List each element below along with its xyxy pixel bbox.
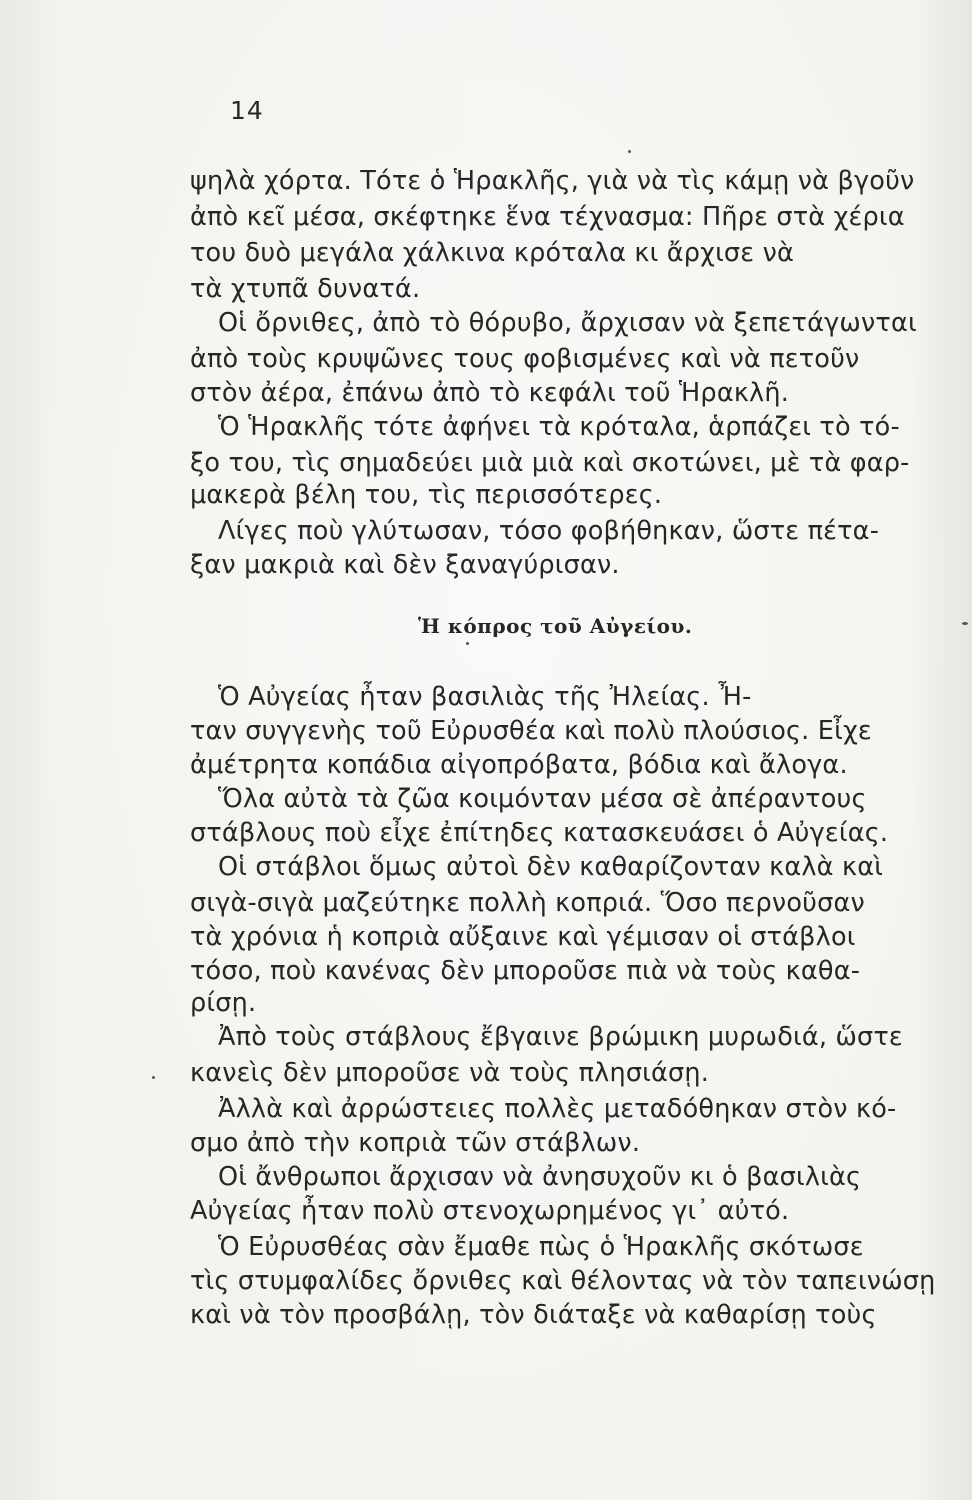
- text-line: ἀπὸ κεῖ μέσα, σκέφτηκε ἕνα τέχνασμα: Πῆρε στὰ χέρια: [190, 202, 905, 232]
- scan-speck: [152, 1076, 155, 1079]
- text-line: ξαν μακριὰ καὶ δὲν ξαναγύρισαν.: [190, 550, 620, 580]
- scan-speck: [466, 642, 469, 645]
- text-line: ρίσῃ.: [190, 988, 257, 1018]
- text-line: μακερὰ βέλη του, τὶς περισσότερες.: [190, 480, 663, 510]
- text-line: ψηλὰ χόρτα. Τότε ὁ Ἡρακλῆς, γιὰ νὰ τὶς κάμῃ νὰ βγοῦν: [190, 166, 915, 196]
- text-line: σμο ἀπὸ τὴν κοπριὰ τῶν στάβλων.: [190, 1128, 641, 1158]
- text-line: Λίγες ποὺ γλύτωσαν, τόσο φοβήθηκαν, ὥστε πέτα-: [218, 516, 880, 546]
- text-line: Ὅλα αὐτὰ τὰ ζῶα κοιμόνταν μέσα σὲ ἀπέραντους: [218, 784, 867, 814]
- text-line: ἀπὸ τοὺς κρυψῶνες τους φοβισμένες καὶ νὰ πετοῦν: [190, 344, 860, 374]
- text-line: καὶ νὰ τὸν προσβάλῃ, τὸν διάταξε νὰ καθαρίσῃ τοὺς: [190, 1300, 877, 1330]
- text-line: Ὁ Εὐρυσθέας σὰν ἔμαθε πὼς ὁ Ἡρακλῆς σκότωσε: [218, 1232, 864, 1262]
- scan-speck: [628, 150, 631, 153]
- text-line: Ἀπὸ τοὺς στάβλους ἔβγαινε βρώμικη μυρωδιά, ὥστε: [218, 1022, 903, 1052]
- text-line: τὰ χτυπᾶ δυνατά.: [190, 274, 421, 304]
- text-line: Αὐγείας ἦταν πολὺ στενοχωρημένος γι᾽ αὐτό.: [190, 1196, 790, 1226]
- text-line: Ὁ Ἡρακλῆς τότε ἀφήνει τὰ κρόταλα, ἁρπάζει τὸ τό-: [218, 412, 900, 442]
- text-line: τὰ χρόνια ἡ κοπριὰ αὔξαινε καὶ γέμισαν οἱ στάβλοι: [190, 922, 856, 952]
- text-line: τόσο, ποὺ κανένας δὲν μποροῦσε πιὰ νὰ τοὺς καθα-: [190, 956, 861, 986]
- text-line: στάβλους ποὺ εἶχε ἐπίτηδες κατασκευάσει ὁ Αὐγείας.: [190, 818, 889, 848]
- text-line: Οἱ στάβλοι ὅμως αὐτοὶ δὲν καθαρίζονταν καλὰ καὶ: [218, 852, 884, 882]
- text-line: Οἱ ὄρνιθες, ἀπὸ τὸ θόρυβο, ἄρχισαν νὰ ξεπετάγωνται: [218, 308, 917, 338]
- text-line: ἀμέτρητα κοπάδια αἰγοπρόβατα, βόδια καὶ ἄλογα.: [190, 750, 848, 780]
- section-heading: Ἡ κόπρος τοῦ Αὐγείου.: [418, 614, 693, 638]
- text-line: ξο του, τὶς σημαδεύει μιὰ μιὰ καὶ σκοτώνει, μὲ τὰ φαρ-: [190, 448, 910, 478]
- text-line: Ὁ Αὐγείας ἦταν βασιλιὰς τῆς Ἠλείας. Ἦ-: [218, 682, 752, 712]
- text-line: στὸν ἀέρα, ἐπάνω ἀπὸ τὸ κεφάλι τοῦ Ἡρακλῆ.: [190, 378, 790, 408]
- page-number: 14: [230, 96, 264, 125]
- text-line: σιγὰ-σιγὰ μαζεύτηκε πολλὴ κοπριά. Ὅσο περνοῦσαν: [190, 888, 865, 918]
- text-line: κανεὶς δὲν μποροῦσε νὰ τοὺς πλησιάσῃ.: [190, 1058, 710, 1088]
- scan-speck: [962, 622, 968, 625]
- text-line: Οἱ ἄνθρωποι ἄρχισαν νὰ ἀνησυχοῦν κι ὁ βασιλιὰς: [218, 1162, 862, 1192]
- text-line: του δυὸ μεγάλα χάλκινα κρόταλα κι ἄρχισε νὰ: [190, 238, 795, 268]
- text-line: τὶς στυμφαλίδες ὄρνιθες καὶ θέλοντας νὰ τὸν ταπεινώσῃ: [190, 1266, 936, 1296]
- text-line: Ἀλλὰ καὶ ἀρρώστειες πολλὲς μεταδόθηκαν στὸν κό-: [218, 1094, 897, 1124]
- text-line: ταν συγγενὴς τοῦ Εὐρυσθέα καὶ πολὺ πλούσιος. Εἶχε: [190, 716, 872, 746]
